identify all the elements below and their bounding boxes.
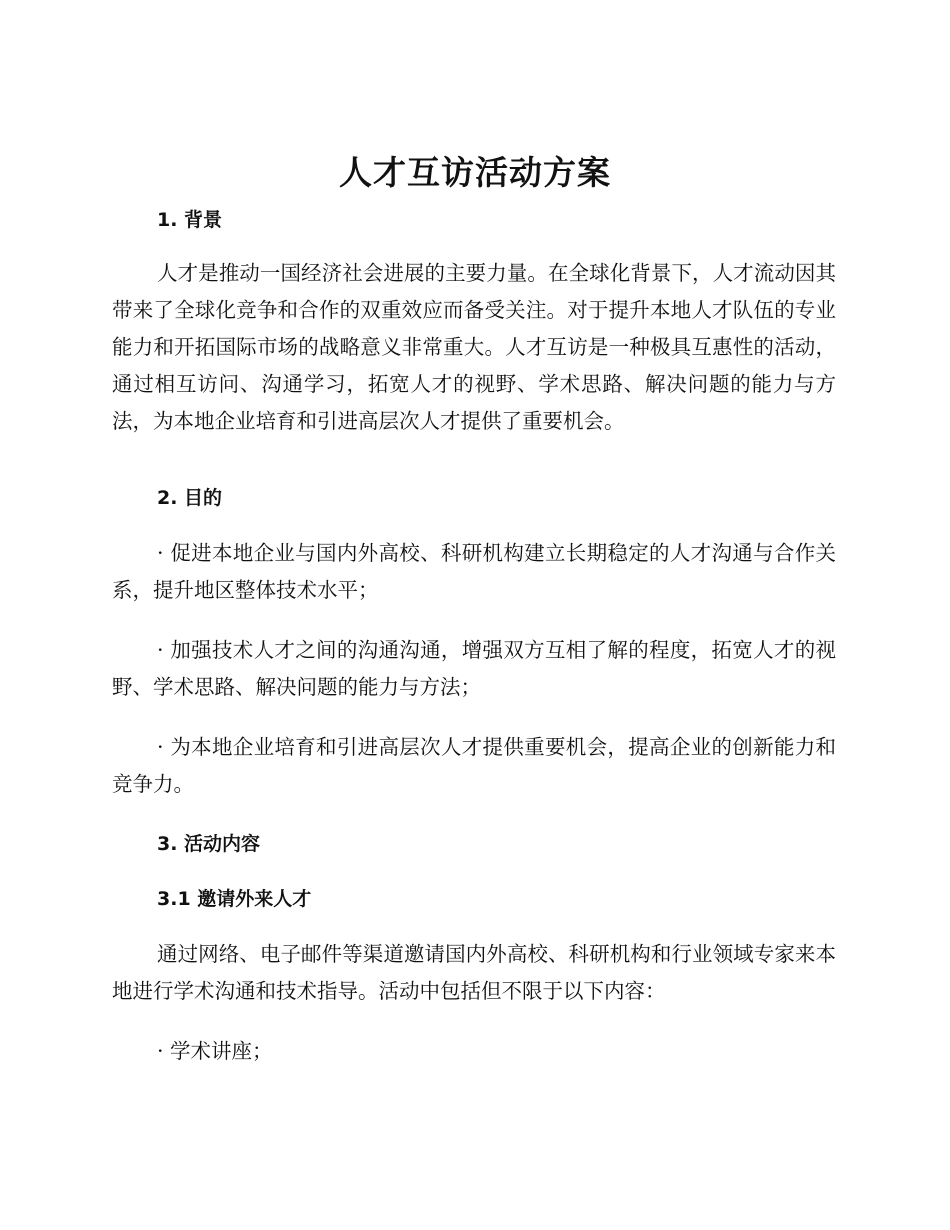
section-heading-activity: 3. 活动内容 <box>157 833 261 855</box>
purpose-item-1: · 促进本地企业与国内外高校、科研机构建立长期稳定的人才沟通与合作关系，提升地区整体技术水平； <box>112 541 836 602</box>
document-title: 人才互访活动方案 <box>339 153 611 192</box>
activity-paragraph: 通过网络、电子邮件等渠道邀请国内外高校、科研机构和行业领域专家来本地进行学术沟通和技术指导。活动中包括但不限于以下内容： <box>112 942 836 1003</box>
section-heading-purpose: 2. 目的 <box>157 487 223 509</box>
sub-heading-invite: 3.1 邀请外来人才 <box>157 888 312 910</box>
purpose-item-3: · 为本地企业培育和引进高层次人才提供重要机会，提高企业的创新能力和竞争力。 <box>112 735 836 796</box>
section-heading-background: 1. 背景 <box>157 209 223 231</box>
background-paragraph: 人才是推动一国经济社会进展的主要力量。在全球化背景下，人才流动因其带来了全球化竞争和合作的双重效应而备受关注。对于提升本地人才队伍的专业能力和开拓国际市场的战略意义非常重大。人才互访是一种极具互惠性的活动，通过相互访问、沟通学习，拓宽人才的视野、学术思路、解决问题的能力与方法，为本地企业培育和引进高层次人才提供了重要机会。 <box>112 261 836 433</box>
purpose-item-2: · 加强技术人才之间的沟通沟通，增强双方互相了解的程度，拓宽人才的视野、学术思路、解决问题的能力与方法； <box>112 638 836 699</box>
activity-item-1: · 学术讲座； <box>157 1039 273 1063</box>
